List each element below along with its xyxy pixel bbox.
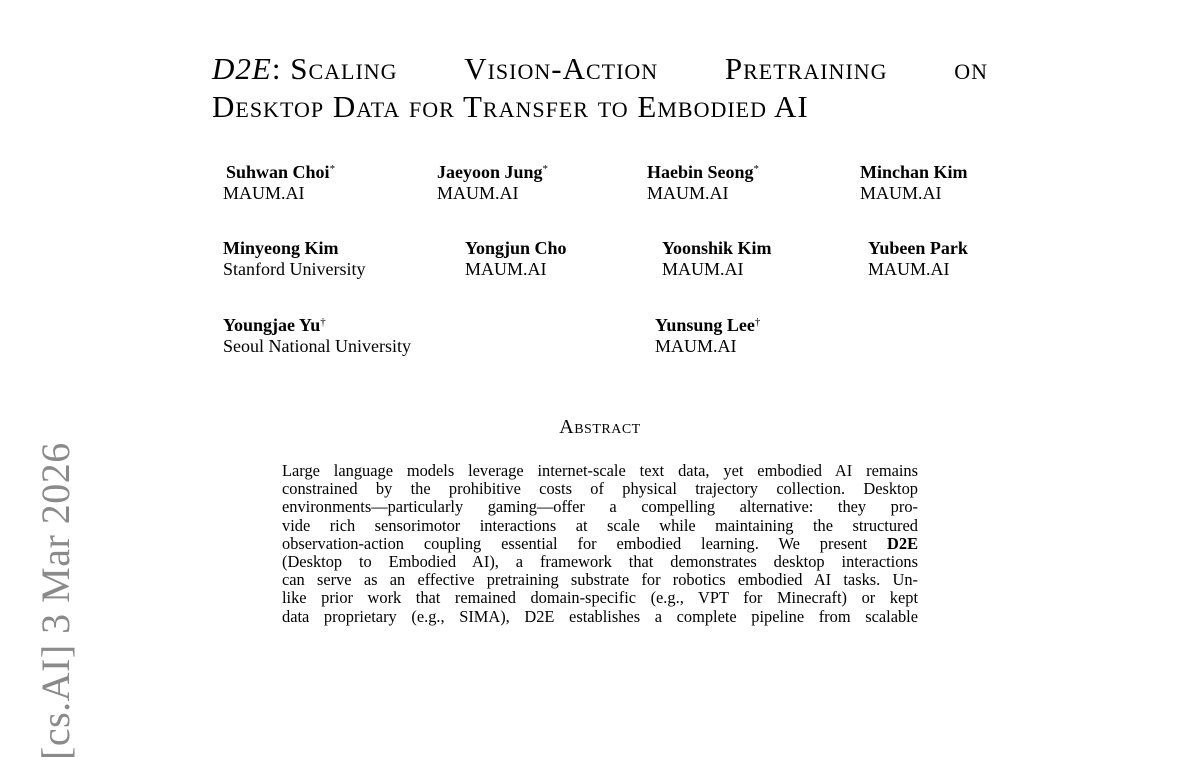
author-name: Yubeen Park <box>868 238 968 258</box>
abstract-line: can serve as an effective pretraining substrate for robotics embodied AI tasks. Un- <box>282 570 918 590</box>
abstract-heading: Abstract <box>559 416 641 438</box>
author-affiliation: MAUM.AI <box>860 183 942 203</box>
arxiv-sidebar-stamp <box>30 0 78 760</box>
title-segment-4: on <box>954 51 988 86</box>
abstract-line: data proprietary (e.g., SIMA), D2E establishes a complete pipeline from scalable <box>282 606 918 626</box>
author-affiliation: Stanford University <box>223 259 366 279</box>
abstract-line: environments—particularly gaming—offer a compelling alternative: they pro- <box>282 497 918 517</box>
title-segment-2: Vision-Action <box>464 51 659 86</box>
author-name: Youngjae Yu† <box>223 315 326 335</box>
author-block <box>655 315 760 357</box>
author-block <box>223 315 411 357</box>
author-affiliation: MAUM.AI <box>655 336 737 356</box>
author-affiliation: MAUM.AI <box>868 259 950 279</box>
author-block <box>223 238 365 280</box>
abstract-line: (Desktop to Embodied AI), a framework that demonstrates desktop interactions <box>282 552 918 572</box>
title-line-1 <box>212 50 988 88</box>
author-block <box>223 162 336 204</box>
author-affiliation: MAUM.AI <box>647 183 729 203</box>
arxiv-identifier-text: [cs.AI] 3 Mar 2026 <box>33 442 78 760</box>
author-affiliation: Seoul National University <box>223 336 411 356</box>
equal-contribution-mark: * <box>753 163 760 175</box>
author-name: Yoonshik Kim <box>662 238 772 258</box>
author-block <box>662 238 772 280</box>
author-block <box>437 162 548 204</box>
author-name: Jaeyoon Jung* <box>437 162 549 182</box>
abstract-line: vide rich sensorimotor interactions at scale while maintaining the structured <box>282 515 918 535</box>
title-prefix: D2E <box>212 51 272 86</box>
equal-contribution-mark: * <box>329 163 336 175</box>
author-affiliation: MAUM.AI <box>223 183 305 203</box>
abstract-line: like prior work that remained domain-specific (e.g., VPT for Minecraft) or kept <box>282 588 918 608</box>
author-name: Minchan Kim <box>860 162 968 182</box>
paper-title <box>212 50 992 126</box>
author-name: Minyeong Kim <box>223 238 339 258</box>
title-line-2: Desktop Data for Transfer to Embodied AI <box>212 89 809 124</box>
author-affiliation: MAUM.AI <box>662 259 744 279</box>
author-block <box>647 162 759 204</box>
author-affiliation: MAUM.AI <box>465 259 547 279</box>
author-name: Yunsung Lee† <box>655 315 761 335</box>
author-block <box>868 238 968 280</box>
author-name: Yongjun Cho <box>465 238 567 258</box>
corresponding-author-mark: † <box>754 316 761 328</box>
author-block <box>465 238 567 280</box>
corresponding-author-mark: † <box>320 316 326 328</box>
title-segment-1: D2E: Scaling <box>212 51 398 86</box>
title-segment-3: Pretraining <box>724 51 888 86</box>
abstract-line: Large language models leverage internet-scale text data, yet embodied AI remains <box>282 461 918 480</box>
equal-contribution-mark: * <box>542 163 549 175</box>
abstract-line: constrained by the prohibitive costs of physical trajectory collection. Desktop <box>282 479 918 499</box>
framework-name-emphasis: D2E <box>887 533 918 553</box>
author-name: Suhwan Choi* <box>226 162 336 182</box>
author-block <box>860 162 968 204</box>
author-name: Haebin Seong* <box>647 162 760 182</box>
author-affiliation: MAUM.AI <box>437 183 519 203</box>
abstract-line: observation-action coupling essential for embodied learning. We present D2E <box>282 533 918 553</box>
abstract-body <box>282 462 918 626</box>
